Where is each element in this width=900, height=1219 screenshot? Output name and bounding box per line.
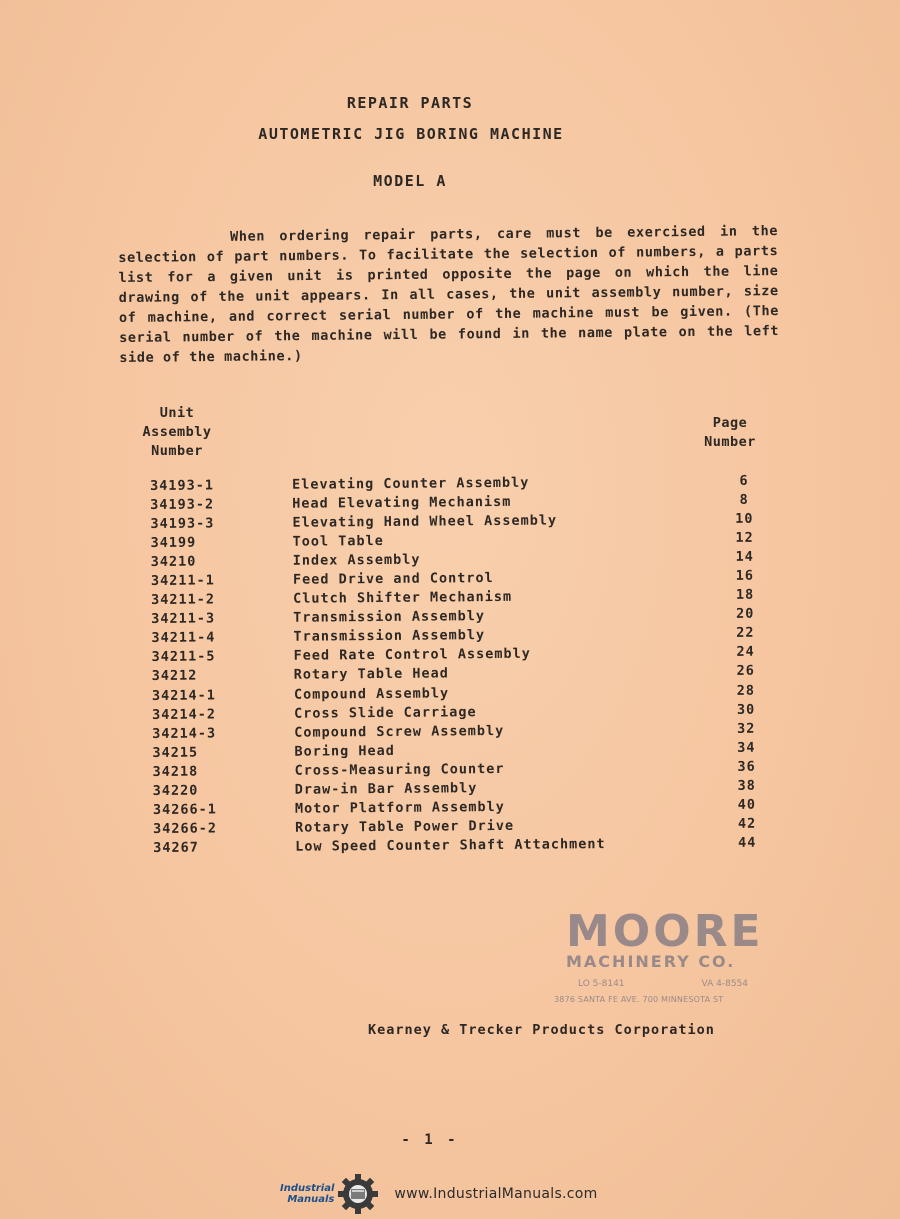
- part-page-number: 10: [735, 510, 754, 527]
- part-page-number: 44: [738, 835, 757, 852]
- part-description: Boring Head: [294, 742, 395, 760]
- part-description: Rotary Table Head: [293, 665, 449, 684]
- footer-url[interactable]: www.IndustrialManuals.com: [394, 1186, 598, 1202]
- part-number: 34214-3: [152, 725, 217, 742]
- part-page-number: 40: [737, 796, 757, 814]
- part-number: 34211-1: [150, 572, 215, 590]
- footer-logo-line-1: Industrial: [280, 1183, 335, 1194]
- part-number: 34193-2: [150, 496, 215, 513]
- part-description: Motor Platform Assembly: [294, 799, 505, 817]
- part-page-number: 22: [736, 625, 755, 642]
- part-description: Elevating Hand Wheel Assembly: [292, 512, 558, 531]
- page-number-header: [692, 414, 768, 452]
- part-page-number: 36: [737, 758, 756, 775]
- part-number: 34211-5: [151, 648, 216, 666]
- dealer-stamp: [550, 906, 780, 1004]
- stamp-phone-1: LO 5-8141: [578, 979, 625, 989]
- part-page-number: 16: [735, 567, 755, 584]
- part-number: 34211-4: [151, 629, 216, 647]
- parts-row: [153, 833, 773, 858]
- footer-logo-text: [280, 1183, 334, 1205]
- part-number: 34193-3: [150, 515, 215, 532]
- page-number: - 1 -: [401, 1132, 459, 1148]
- unit-assembly-number-header: [132, 404, 222, 461]
- part-description: Index Assembly: [292, 551, 421, 569]
- part-number: 34199: [150, 534, 197, 551]
- part-page-number: 14: [735, 548, 754, 565]
- part-description: Cross-Measuring Counter: [294, 760, 505, 779]
- part-page-number: 12: [735, 529, 754, 546]
- part-number: 34218: [152, 763, 199, 780]
- part-description: Rotary Table Power Drive: [295, 818, 515, 836]
- parts-list: [150, 471, 773, 858]
- intro-paragraph: When ordering repair parts, care must be exercised in the selection of part numbers. To facilitate the selection of numbers, a parts list for a given unit is printed opposite the page on which the line drawing of the unit appears. In all cases, the unit assembly number, size of machine, and correct serial number of the machine must be given. (The serial number of the machine will be found in the name plate on the left side of the machine.): [118, 223, 780, 366]
- part-page-number: 18: [735, 586, 755, 604]
- part-page-number: 20: [736, 605, 755, 623]
- title-machine: AUTOMETRIC JIG BORING MACHINE: [258, 125, 564, 143]
- part-page-number: 8: [739, 491, 749, 508]
- part-description: Transmission Assembly: [293, 627, 486, 646]
- title-model: MODEL A: [373, 172, 447, 190]
- part-page-number: 28: [736, 682, 756, 699]
- title-repair-parts: REPAIR PARTS: [346, 94, 474, 112]
- stamp-address: 3876 SANTA FE AVE. 700 MINNESOTA ST: [554, 995, 724, 1004]
- part-number: 34266-1: [152, 801, 217, 819]
- part-description: Cross Slide Carriage: [294, 703, 477, 722]
- part-number: 34215: [152, 744, 199, 761]
- stamp-subtitle: MACHINERY CO.: [566, 952, 736, 971]
- part-page-number: 32: [737, 720, 756, 737]
- part-description: Feed Rate Control Assembly: [293, 646, 531, 665]
- unit-header-line-2: Assembly: [142, 424, 212, 440]
- part-description: Low Speed Counter Shaft Attachment: [295, 836, 606, 856]
- footer-logo-line-2: Manuals: [287, 1194, 335, 1205]
- part-number: 34211-3: [151, 610, 216, 628]
- gear-icon: [336, 1172, 380, 1216]
- part-description: Feed Drive and Control: [292, 570, 494, 588]
- part-description: Compound Assembly: [293, 684, 450, 703]
- footer: [280, 1172, 598, 1216]
- part-description: Head Elevating Mechanism: [292, 493, 512, 512]
- part-page-number: 6: [739, 472, 749, 489]
- part-page-number: 34: [737, 739, 756, 756]
- part-description: Compound Screw Assembly: [294, 722, 505, 741]
- part-page-number: 24: [736, 644, 755, 661]
- part-number: 34211-2: [151, 591, 216, 609]
- part-page-number: 42: [737, 815, 757, 833]
- unit-header-line-3: Number: [151, 443, 203, 459]
- part-description: Draw-in Bar Assembly: [294, 780, 478, 798]
- unit-header-line-1: Unit: [159, 405, 195, 421]
- stamp-phones: [550, 979, 748, 989]
- part-number: 34220: [152, 782, 199, 800]
- corporation-name: Kearney & Trecker Products Corporation: [368, 1022, 715, 1038]
- part-description: Tool Table: [292, 532, 384, 550]
- part-description: Clutch Shifter Mechanism: [293, 588, 513, 607]
- part-number: 34267: [153, 839, 199, 857]
- page-header-line-2: Number: [704, 434, 756, 450]
- stamp-brand: MOORE: [566, 906, 764, 957]
- part-number: 34210: [150, 553, 197, 570]
- part-number: 34266-2: [153, 820, 218, 838]
- part-number: 34193-1: [150, 476, 215, 494]
- part-description: Elevating Counter Assembly: [292, 474, 530, 493]
- part-number: 34214-2: [152, 706, 217, 723]
- part-page-number: 38: [737, 777, 756, 794]
- part-description: Transmission Assembly: [293, 608, 485, 626]
- part-number: 34214-1: [151, 687, 216, 704]
- part-number: 34212: [151, 668, 198, 685]
- page-header-line-1: Page: [712, 415, 748, 431]
- stamp-phone-2: VA 4-8554: [701, 979, 748, 989]
- part-page-number: 30: [736, 701, 756, 718]
- part-page-number: 26: [736, 663, 755, 680]
